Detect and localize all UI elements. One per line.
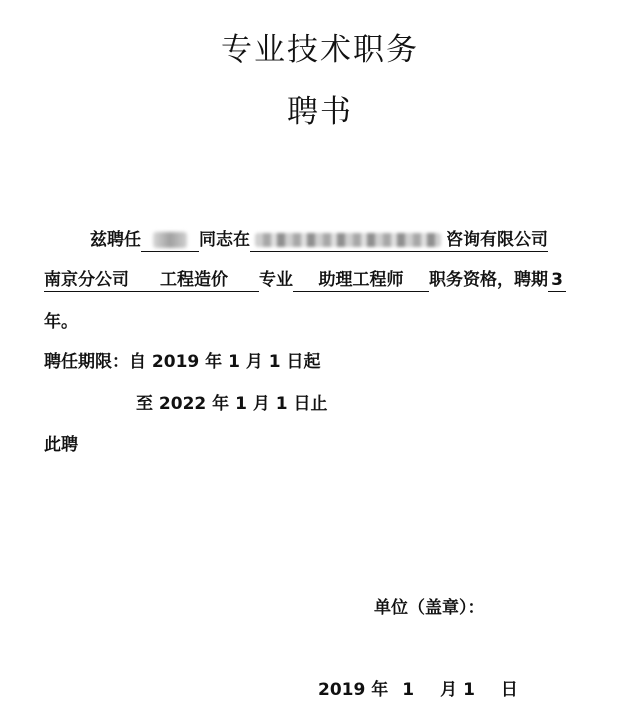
job-title: 助理工程师 bbox=[293, 269, 429, 292]
document-title: 专业技术职务 bbox=[221, 32, 419, 68]
date-month-unit: 月 bbox=[440, 680, 458, 700]
period-end: 至 2022 年 1 月 1 日止 bbox=[136, 394, 328, 414]
closing-text: 此聘 bbox=[44, 435, 78, 455]
term-prefix: 职务资格，聘期 bbox=[429, 270, 548, 290]
date-year: 2019 年 bbox=[318, 680, 389, 700]
signature-date bbox=[318, 678, 518, 702]
body-line-2 bbox=[44, 268, 566, 292]
period-line bbox=[44, 350, 320, 374]
unit-seal-label: 单位（盖章）： bbox=[374, 598, 485, 618]
period-start: 自 2019 年 1 月 1 日起 bbox=[129, 352, 321, 372]
branch-name: 南京分公司 bbox=[44, 270, 129, 290]
body-line-3: 年。 bbox=[44, 312, 78, 332]
name-redaction bbox=[153, 232, 187, 248]
major-label: 专业 bbox=[259, 270, 293, 290]
period-label: 聘任期限： bbox=[44, 352, 129, 372]
company-redaction bbox=[255, 233, 441, 247]
redacted-company bbox=[250, 229, 446, 252]
body-line-1 bbox=[90, 228, 548, 252]
appoint-mid: 同志在 bbox=[199, 230, 250, 250]
company-suffix: 咨询有限公司 bbox=[446, 230, 548, 250]
term-years: 3 bbox=[548, 269, 566, 292]
date-day-num: 1 bbox=[463, 680, 475, 700]
date-day-unit: 日 bbox=[500, 680, 518, 700]
field-name: 工程造价 bbox=[129, 269, 259, 292]
redacted-name bbox=[141, 229, 199, 252]
document-subtitle: 聘书 bbox=[287, 94, 353, 130]
date-month-num: 1 bbox=[402, 680, 415, 700]
appoint-prefix: 兹聘任 bbox=[90, 230, 141, 250]
